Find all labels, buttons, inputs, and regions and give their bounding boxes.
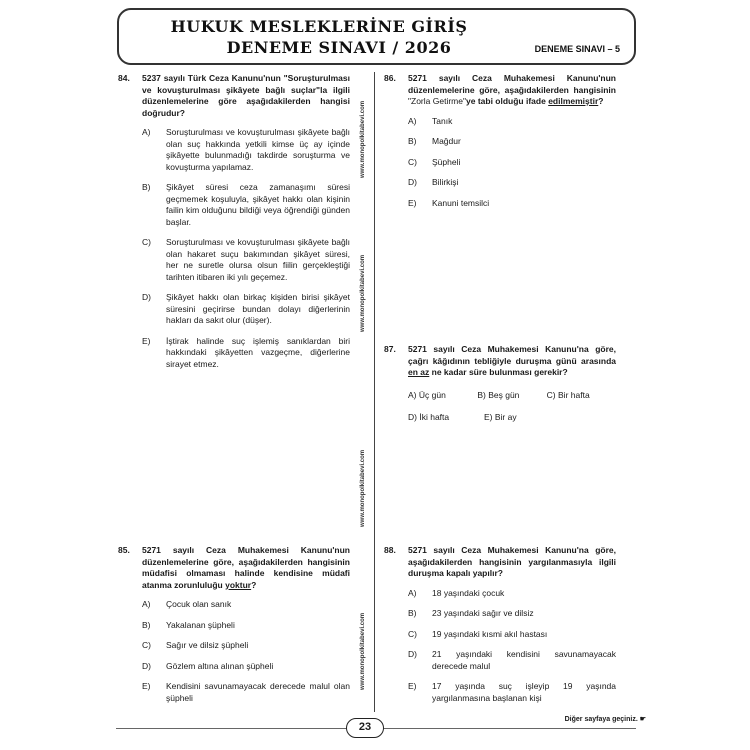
question-84: [118, 73, 350, 379]
exam-title-line1: HUKUK MESLEKLERİNE GİRİŞ: [170, 17, 468, 36]
question-stem: 5271 sayılı Ceza Muhakemesi Kanunu'na göre, aşağıdakilerden hangisinin yargılanmasıyla ilgili duruşma kapalı yapılır?: [408, 545, 616, 578]
option-d[interactable]: D) Gözlem altına alınan şüpheli: [142, 660, 274, 671]
question-86: [384, 73, 616, 218]
option-c[interactable]: C) Soruşturulması ve kovuşturulması şikâyete bağlı olan hakaret suçu bakımından şikâyet süresi, her ne suretle olursa olsun fiilin gerçekleştiği tarihten itibaren iki yılı geçemez.: [142, 237, 350, 282]
question-85: [118, 545, 350, 713]
question-87: [384, 344, 616, 435]
exam-label: DENEME SINAVI – 5: [534, 44, 620, 54]
question-88: [384, 545, 616, 713]
header-box: [117, 8, 636, 65]
next-page-note: Diğer sayfaya geçiniz. ☛: [564, 716, 646, 723]
option-c[interactable]: C) Sağır ve dilsiz şüpheli: [142, 640, 249, 650]
options-list: [118, 599, 350, 704]
side-url: www.monopolkitabevi.com: [360, 100, 366, 178]
question-stem: 5271 sayılı Ceza Muhakemesi Kanunu'na göre, çağrı kâğıdının tebliğiyle duruşma günü arasında en az ne kadar süre bulunması gerekir?: [408, 344, 616, 377]
underlined-keyword: edilmemiştir: [548, 96, 599, 106]
question-stem: 5237 sayılı Türk Ceza Kanunu'nun "Soruşturulması ve kovuşturulması şikâyete bağlı suçlar"la ilgili düzenlemelerine göre aşağıdakilerden hangisi doğrudur?: [142, 73, 350, 118]
option-a[interactable]: A) Üç gün: [408, 389, 446, 400]
option-c[interactable]: C) 19 yaşındaki kısmi akıl hastası: [408, 628, 548, 639]
question-number: 87.: [384, 344, 396, 354]
option-d[interactable]: D) Şikâyet hakkı olan birkaç kişiden birisi şikâyet süresini geçirirse bundan dolayı diğerlerinin hakları da sakıt olur (düşer).: [142, 292, 350, 325]
option-a[interactable]: A) Soruşturulması ve kovuşturulması şikâyete bağlı olan suç hakkında yetkili kimse üç ay içinde şikâyette bulunmadığı takdirde soruşturma ve kovuşturma yapılamaz.: [142, 127, 350, 172]
option-c[interactable]: C) Bir hafta: [546, 389, 590, 400]
option-b[interactable]: B) 23 yaşındaki sağır ve dilsiz: [408, 608, 534, 618]
page-number: 23: [346, 718, 384, 738]
options-grid: [408, 390, 616, 424]
option-e[interactable]: E) Kendisini savunamayacak derecede malul olan şüpheli: [142, 681, 350, 703]
question-number: 84.: [118, 73, 130, 83]
options-list: [384, 116, 616, 210]
option-d[interactable]: D) Bilirkişi: [408, 177, 459, 187]
side-url: www.monopolkitabevi.com: [360, 449, 366, 527]
question-stem: 5271 sayılı Ceza Muhakemesi Kanunu'nun düzenlemelerine göre, aşağıdakilerden hangisinin "Zorla Getirme"ye tabi olduğu ifade edilmemiştir?: [408, 73, 616, 106]
side-url: www.monopolkitabevi.com: [360, 612, 366, 690]
question-number: 86.: [384, 73, 396, 83]
option-b[interactable]: B) Beş gün: [477, 389, 520, 400]
option-a[interactable]: A) Çocuk olan sanık: [142, 599, 232, 609]
option-c[interactable]: C) Şüpheli: [408, 156, 461, 167]
underlined-keyword: yoktur: [225, 579, 252, 590]
option-b[interactable]: B) Şikâyet süresi ceza zamanaşımı süresi geçmemek koşuluyla, şikâyet hakkı olan kişinin failin kim olduğunu bildiği veya öğrendiği günden başlar.: [142, 182, 350, 227]
column-divider: [374, 72, 375, 712]
option-a[interactable]: A) 18 yaşındaki çocuk: [408, 587, 505, 598]
option-e[interactable]: E) Bir ay: [484, 412, 517, 422]
option-e[interactable]: E) 17 yaşında suç işleyip 19 yaşında yargılanmasına başlanan kişi: [408, 681, 616, 703]
option-d[interactable]: D) 21 yaşındaki kendisini savunamayacak derecede malul: [408, 649, 616, 671]
question-number: 85.: [118, 545, 130, 555]
options-list: [118, 127, 350, 370]
exam-title-line2: DENEME SINAVI / 2026: [226, 38, 452, 57]
question-number: 88.: [384, 545, 396, 555]
option-e[interactable]: E) Kanuni temsilci: [408, 197, 490, 208]
side-url: www.monopolkitabevi.com: [360, 254, 366, 332]
question-stem: 5271 sayılı Ceza Muhakemesi Kanunu'nun düzenlemelerine göre, aşağıdakilerden hangisinin müdafisi olmaması halinde kendisine müdafi atanma zorunluluğu yoktur?: [142, 545, 350, 590]
options-list: [384, 588, 616, 705]
option-b[interactable]: B) Mağdur: [408, 136, 461, 146]
option-a[interactable]: A) Tanık: [408, 115, 453, 126]
underlined-keyword: en az: [408, 367, 430, 377]
option-e[interactable]: E) İştirak halinde suç işlemiş sanıklardan biri hakkındaki şikâyetten vazgeçme, diğerlerine sirayet etmez.: [142, 335, 350, 369]
option-d[interactable]: D) İki hafta: [408, 412, 450, 422]
exam-title: [119, 16, 519, 58]
option-b[interactable]: B) Yakalanan şüpheli: [142, 619, 235, 630]
